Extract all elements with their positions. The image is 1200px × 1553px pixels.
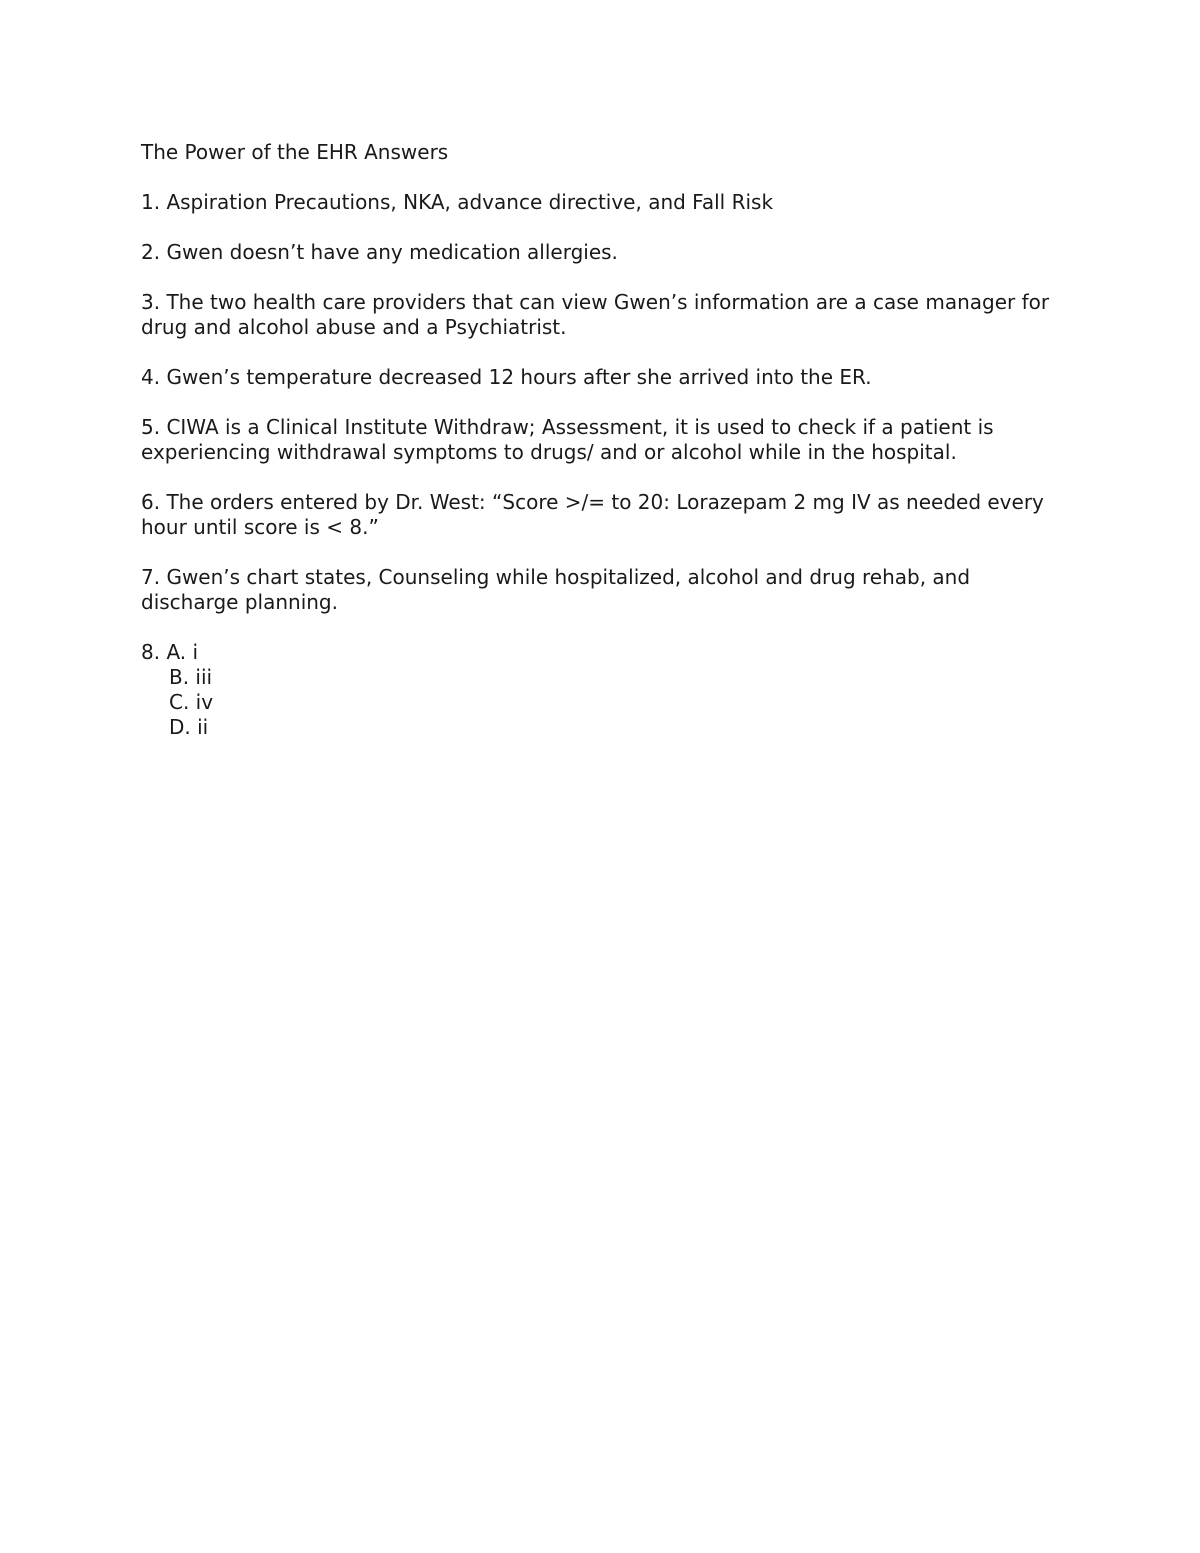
answer-8-first-line: 8. A. i — [141, 640, 199, 664]
answer-7: 7. Gwen’s chart states, Counseling while hospitalized, alcohol and drug rehab, and discharge planning. — [141, 565, 971, 614]
answer-1: 1. Aspiration Precautions, NKA, advance directive, and Fall Risk — [141, 190, 774, 214]
document-title: The Power of the EHR Answers — [141, 140, 449, 164]
answer-8-item-d: D. ii — [169, 715, 209, 739]
answer-8-item-b: B. iii — [169, 665, 213, 689]
answer-8-sub-list — [141, 665, 1061, 740]
answer-2: 2. Gwen doesn’t have any medication allergies. — [141, 240, 618, 264]
answer-8-item-c: C. iv — [169, 690, 214, 714]
answer-6: 6. The orders entered by Dr. West: “Score >/= to 20: Lorazepam 2 mg IV as needed every hour until score is < 8.” — [141, 490, 1044, 539]
answer-3: 3. The two health care providers that can view Gwen’s information are a case manager for drug and alcohol abuse and a Psychiatrist. — [141, 290, 1050, 339]
answer-8 — [141, 640, 1061, 740]
document-body — [141, 140, 1061, 765]
answer-4: 4. Gwen’s temperature decreased 12 hours after she arrived into the ER. — [141, 365, 872, 389]
answer-5: 5. CIWA is a Clinical Institute Withdraw; Assessment, it is used to check if a patient is experiencing withdrawal symptoms to drugs/ and or alcohol while in the hospital. — [141, 415, 994, 464]
